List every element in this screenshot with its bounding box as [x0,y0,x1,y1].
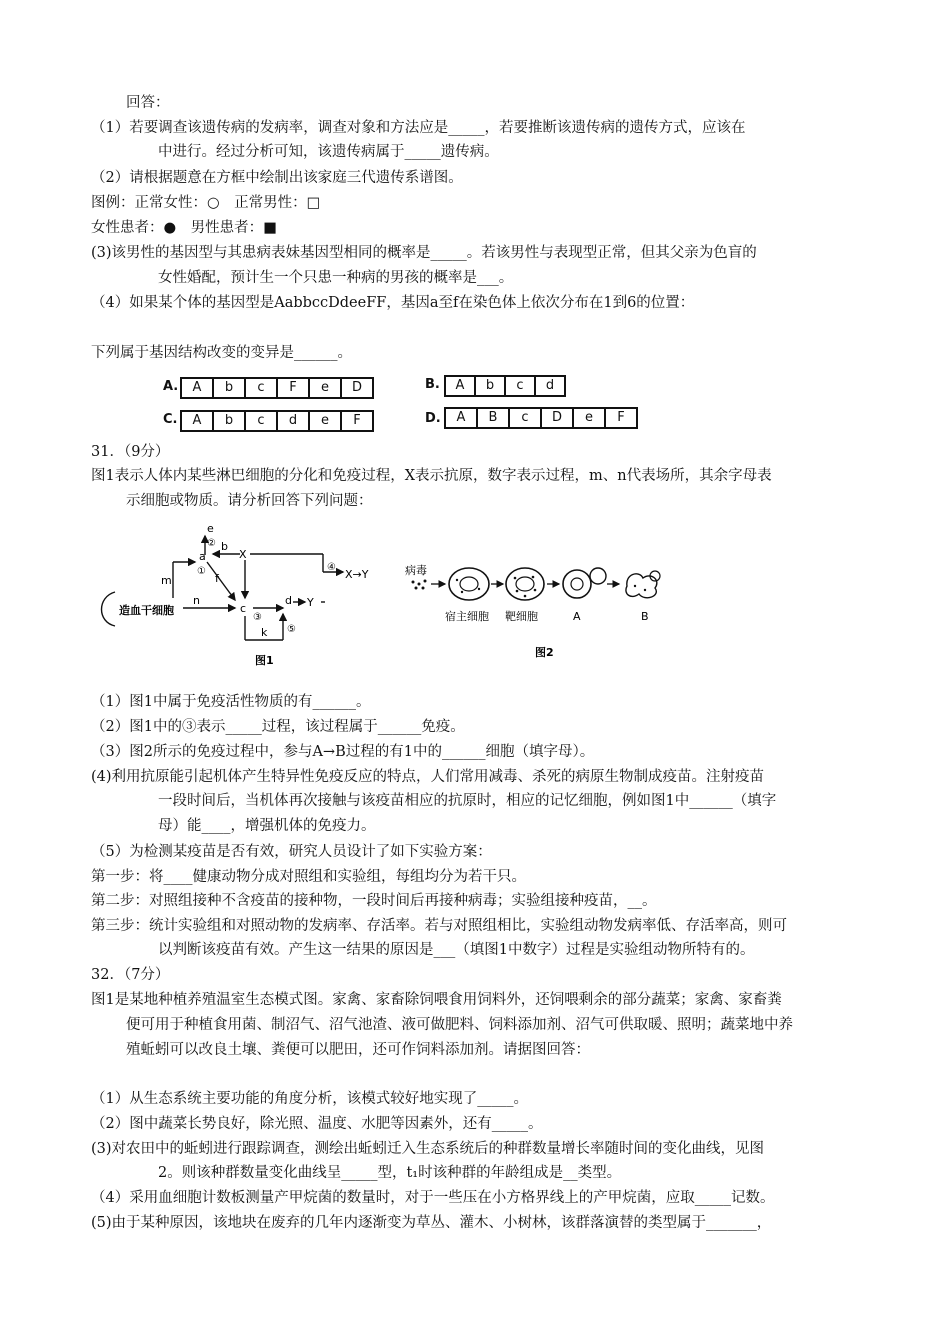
option-c-chromosome [180,410,374,432]
text-line: 图1表示人体内某些淋巴细胞的分化和免疫过程，X表示抗原，数字表示过程，m、n代表场所，其余字母表 [91,468,772,484]
option-a-chromosome [180,377,374,399]
text-line: (3)该男性的基因型与其患病表妹基因型相同的概率是_____。若该男性与表现型正常，但其父亲为色盲的 [91,245,757,261]
text-line: 母）能____，增强机体的免疫力。 [158,818,376,834]
lysed-cell-icon [626,574,657,598]
text-line: 32．（7分） [91,967,170,983]
gene-cell: e [310,379,342,397]
gene-cell: F [353,413,361,428]
text-line: 图1是某地种植养殖温室生态模式图。家禽、家畜除饲喂食用饲料外，还饲喂剩余的部分蔬菜；家禽、家畜粪 [91,992,782,1008]
text-line: （3）图2所示的免疫过程中，参与A→B过程的有1中的______细胞（填字母）。 [91,744,595,760]
option-b-chromosome [444,375,566,397]
label-e: e [207,522,214,535]
gene-cell: b [214,379,246,397]
process-3: ③ [253,612,262,623]
label-b: b [221,540,228,553]
text-line: 女性婚配，预计生一个只患一种病的男孩的概率是___。 [158,270,514,286]
text-line: 第一步：将____健康动物分成对照组和实验组，每组均分为若干只。 [91,869,526,885]
text-line: （5）为检测某疫苗是否有效，研究人员设计了如下实验方案： [91,844,492,860]
figure-2-diagram [405,558,675,663]
gene-cell: A [446,409,478,427]
virus-dots-icon [412,580,427,590]
label-k: k [261,626,268,639]
text-line: (3)对农田中的蚯蚓进行跟踪调查，测绘出蚯蚓迁入生态系统后的种群数量增长率随时间的变化曲线，见图 [91,1141,765,1157]
text-line: 一段时间后，当机体再次接触与该疫苗相应的抗原时，相应的记忆细胞，例如图1中______（填字 [158,793,777,809]
option-c-label: C. [163,412,178,427]
label-c: c [240,602,247,615]
text-line: (5)由于某种原因，该地块在废弃的几年内逐渐变为草丛、灌木、小树林，该群落演替的类型属于_______， [91,1215,772,1231]
gene-cell: e [310,412,342,430]
label-n: n [193,594,200,607]
gene-cell: F [617,410,625,425]
label-f: f [215,572,219,585]
label-m: m [161,574,172,587]
gene-cell: e [574,409,606,427]
gene-cell: D [542,409,574,427]
option-d-chromosome [444,407,638,429]
cell-a-icon [563,570,591,598]
label-cell-a: A [573,610,581,623]
gene-cell: c [246,379,278,397]
text-line: 下列属于基因结构改变的变异是______。 [91,345,352,361]
label-cell-b: B [641,610,649,623]
label-a: a [199,550,206,563]
process-1: ① [197,566,206,577]
virus-label: 病毒 [405,564,427,577]
gene-cell: c [510,409,542,427]
gene-cell: b [214,412,246,430]
process-5: ⑤ [287,624,296,635]
text-line: 殖蚯蚓可以改良土壤、粪便可以肥田，还可作饲料添加剂。请据图回答： [126,1042,590,1058]
text-line: （2）请根据题意在方框中绘制出该家庭三代遗传系谱图。 [91,170,463,186]
text-line: 女性患者：● 男性患者：■ [91,220,277,236]
target-cell-label: 靶细胞 [505,610,538,623]
option-d-label: D. [425,411,441,426]
gene-cell: b [476,377,506,395]
text-line: （4）采用血细胞计数板测量产甲烷菌的数量时，对于一些压在小方格界线上的产甲烷菌，应取_____记数。 [91,1190,775,1206]
gene-cell: B [478,409,510,427]
label-d: d [285,594,292,607]
text-line: 2。则该种群数量变化曲线呈_____型，t₁时该种群的年龄组成是__类型。 [158,1165,622,1181]
gene-cell: c [246,412,278,430]
gene-cell: d [545,378,555,393]
text-line: 图例：正常女性：○ 正常男性：□ [91,195,321,211]
text-line: 中进行。经过分析可知，该遗传病属于_____遗传病。 [158,144,499,160]
label-x: X [239,548,247,561]
gene-cell: A [182,412,214,430]
stem-cell-label: 造血干细胞 [119,604,174,617]
host-cell-label: 宿主细胞 [445,610,489,623]
label-y: Y [307,596,314,609]
gene-cell: A [446,377,476,395]
host-cell-icon [449,568,489,600]
text-line: （2）图1中的③表示_____过程，该过程属于______免疫。 [91,719,465,735]
label-x-to-y: X→Y [345,568,369,581]
text-line: 以判断该疫苗有效。产生这一结果的原因是___（填图1中数字）过程是实验组动物所特有的。 [158,942,755,958]
gene-cell: c [506,377,536,395]
text-line: 回答： [126,95,170,111]
text-line: 便可用于种植食用菌、制沼气、沼气池渣、液可做肥料、饲料添加剂、沼气可供取暖、照明；蔬菜地中养 [126,1017,793,1033]
text-line: 31．（9分） [91,444,170,460]
text-line: （2）图中蔬菜长势良好，除光照、温度、水肥等因素外，还有_____。 [91,1116,543,1132]
text-line: 第三步：统计实验组和对照动物的发病率、存活率。若与对照组相比，实验组动物发病率低、存活率高，则可 [91,918,787,934]
gene-cell: D [351,380,362,395]
text-line: （1）图1中属于免疫活性物质的有______。 [91,694,371,710]
option-b-label: B. [425,377,440,392]
figure-1-caption: 图1 [255,654,274,667]
text-line: （1）若要调查该遗传病的发病率，调查对象和方法应是_____，若要推断该遗传病的遗传方式，应该在 [91,120,746,136]
text-line: （1）从生态系统主要功能的角度分析，该模式较好地实现了_____。 [91,1091,528,1107]
text-line: 示细胞或物质。请分析回答下列问题： [126,493,373,509]
text-line: 第二步：对照组接种不含疫苗的接种物，一段时间后再接种病毒；实验组接种疫苗，__。 [91,893,657,909]
text-line: （4）如果某个体的基因型是AabbccDdeeFF，基因a至f在染色体上依次分布在1到6的位置： [91,295,695,311]
gene-cell: F [278,379,310,397]
text-line: (4)利用抗原能引起机体产生特异性免疫反应的特点，人们常用减毒、杀死的病原生物制成疫苗。注射疫苗 [91,769,765,785]
figure-1-diagram [95,522,415,670]
gene-cell: A [182,379,214,397]
gene-cell: d [278,412,310,430]
process-2: ② [207,538,216,549]
figure-2-caption: 图2 [535,646,554,659]
option-a-label: A. [163,379,179,394]
process-4: ④ [327,562,336,573]
